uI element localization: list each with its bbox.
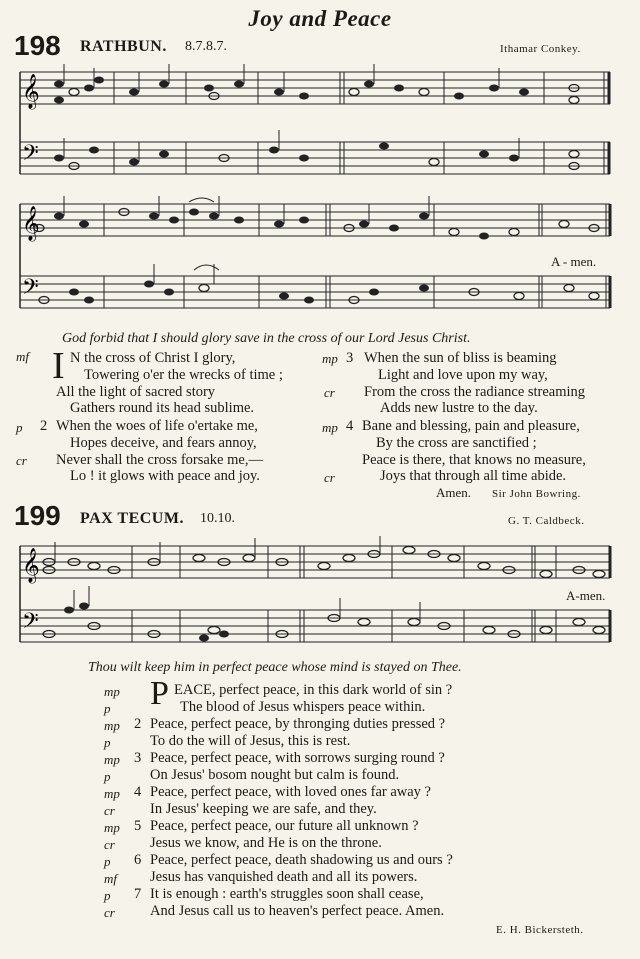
- verse-number: 4: [134, 784, 142, 800]
- verse-line: Lo ! it glows with peace and joy.: [70, 468, 260, 484]
- dynamic-mark: p: [104, 701, 111, 716]
- verse-line: N the cross of Christ I glory,: [70, 350, 236, 366]
- motto-198: God forbid that I should glory save in the cross of our Lord Jesus Christ.: [62, 331, 471, 346]
- verse-line: Never shall the cross forsake me,—: [56, 452, 263, 468]
- verse-line: By the cross are sanctified ;: [376, 435, 537, 451]
- dynamic-mark: mp: [322, 420, 338, 435]
- verse-line: Jesus has vanquished death and all its powers.: [150, 869, 418, 885]
- svg-text:𝄞: 𝄞: [22, 206, 40, 241]
- music-score-199: [14, 536, 614, 652]
- page-header: Joy and Peace: [248, 6, 392, 31]
- drop-cap-199: P: [150, 675, 169, 712]
- amen-label-198: A - men.: [551, 254, 597, 269]
- svg-text:𝄞: 𝄞: [22, 548, 40, 583]
- dynamic-mark: mf: [16, 349, 29, 364]
- dynamic-mark: cr: [324, 470, 335, 485]
- verse-number: 2: [40, 418, 48, 434]
- svg-text:𝄢: 𝄢: [22, 275, 39, 305]
- svg-text:𝄞: 𝄞: [22, 74, 40, 109]
- verse-line: Peace, perfect peace, death shadowing us and ours ?: [150, 852, 453, 868]
- hymn-number-199: 199: [14, 500, 61, 531]
- amen-label-199: A-men.: [566, 588, 606, 603]
- verse-line: Adds new lustre to the day.: [380, 400, 538, 416]
- dynamic-mark: cr: [324, 385, 335, 400]
- verse-line: Peace, perfect peace, with loved ones far away ?: [150, 784, 431, 800]
- verse-line: Light and love upon my way,: [378, 367, 548, 383]
- music-score-198-system-1: [14, 60, 614, 180]
- verse-number: 6: [134, 852, 142, 868]
- author-199: E. H. Bickersteth.: [496, 924, 584, 936]
- dynamic-mark: p: [104, 769, 111, 784]
- dynamic-mark: p: [16, 420, 23, 435]
- motto-199: Thou wilt keep him in perfect peace whose mind is stayed on Thee.: [88, 660, 462, 675]
- verse-line: Joys that through all time abide.: [380, 468, 567, 484]
- dynamic-mark: mp: [104, 820, 120, 835]
- verse-line: When the sun of bliss is beaming: [364, 350, 557, 366]
- dynamic-mark: mp: [104, 684, 120, 699]
- verse-number: 3: [134, 750, 142, 766]
- verse-line: Bane and blessing, pain and pleasure,: [362, 418, 580, 434]
- dynamic-mark: mp: [104, 786, 120, 801]
- closing-amen-198: Amen.: [436, 485, 472, 500]
- verse-number: 5: [134, 818, 142, 834]
- verse-line: Gathers round its head sublime.: [70, 400, 255, 416]
- music-score-198-system-2: [14, 196, 614, 318]
- svg-text:𝄢: 𝄢: [22, 609, 39, 639]
- verse-line: Hopes deceive, and fears annoy,: [70, 435, 257, 451]
- dynamic-mark: cr: [104, 905, 115, 920]
- verse-line: To do the will of Jesus, this is rest.: [150, 733, 351, 749]
- verse-line: It is enough : earth's struggles soon shall cease,: [150, 886, 424, 902]
- verse-line: Peace is there, that knows no measure,: [362, 452, 586, 468]
- dynamic-mark: cr: [16, 453, 27, 468]
- composer-199: G. T. Caldbeck.: [508, 515, 585, 527]
- dynamic-mark: p: [104, 854, 111, 869]
- dynamic-mark: cr: [104, 837, 115, 852]
- verse-line: Peace, perfect peace, by thronging duties pressed ?: [150, 716, 446, 732]
- verse-line: All the light of sacred story: [56, 384, 216, 400]
- dynamic-mark: mp: [322, 351, 338, 366]
- verse-line: Peace, perfect peace, our future all unknown ?: [150, 818, 419, 834]
- verse-number: 2: [134, 716, 142, 732]
- meter-198: 8.7.8.7.: [185, 39, 227, 54]
- dynamic-mark: mp: [104, 718, 120, 733]
- verse-line: From the cross the radiance streaming: [364, 384, 586, 400]
- verse-line: Peace, perfect peace, with sorrows surging round ?: [150, 750, 445, 766]
- author-198: Sir John Bowring.: [492, 488, 581, 500]
- svg-text:𝄢: 𝄢: [22, 141, 39, 171]
- verse-line: EACE, perfect peace, in this dark world of sin ?: [174, 682, 453, 698]
- verse-line: On Jesus' bosom nought but calm is found.: [150, 767, 400, 783]
- verse-line: Jesus we know, and He is on the throne.: [150, 835, 382, 851]
- verse-number: 3: [346, 350, 354, 366]
- drop-cap-198: I: [52, 345, 65, 387]
- tune-name-199: PAX TECUM.: [80, 510, 184, 527]
- verse-line: When the woes of life o'ertake me,: [56, 418, 258, 434]
- dynamic-mark: p: [104, 888, 111, 903]
- verse-number: 4: [346, 418, 354, 434]
- dynamic-mark: mp: [104, 752, 120, 767]
- verse-line: The blood of Jesus whispers peace within.: [180, 699, 426, 715]
- dynamic-mark: mf: [104, 871, 117, 886]
- meter-199: 10.10.: [200, 511, 235, 526]
- verse-line: And Jesus call us to heaven's perfect peace. Amen.: [150, 903, 445, 919]
- hymn-number-198: 198: [14, 30, 61, 61]
- dynamic-mark: cr: [104, 803, 115, 818]
- tune-name-198: RATHBUN.: [80, 38, 167, 55]
- verse-line: Towering o'er the wrecks of time ;: [84, 367, 283, 383]
- dynamic-mark: p: [104, 735, 111, 750]
- verse-number: 7: [134, 886, 142, 902]
- verse-line: In Jesus' keeping we are safe, and they.: [150, 801, 377, 817]
- composer-198: Ithamar Conkey.: [500, 43, 581, 55]
